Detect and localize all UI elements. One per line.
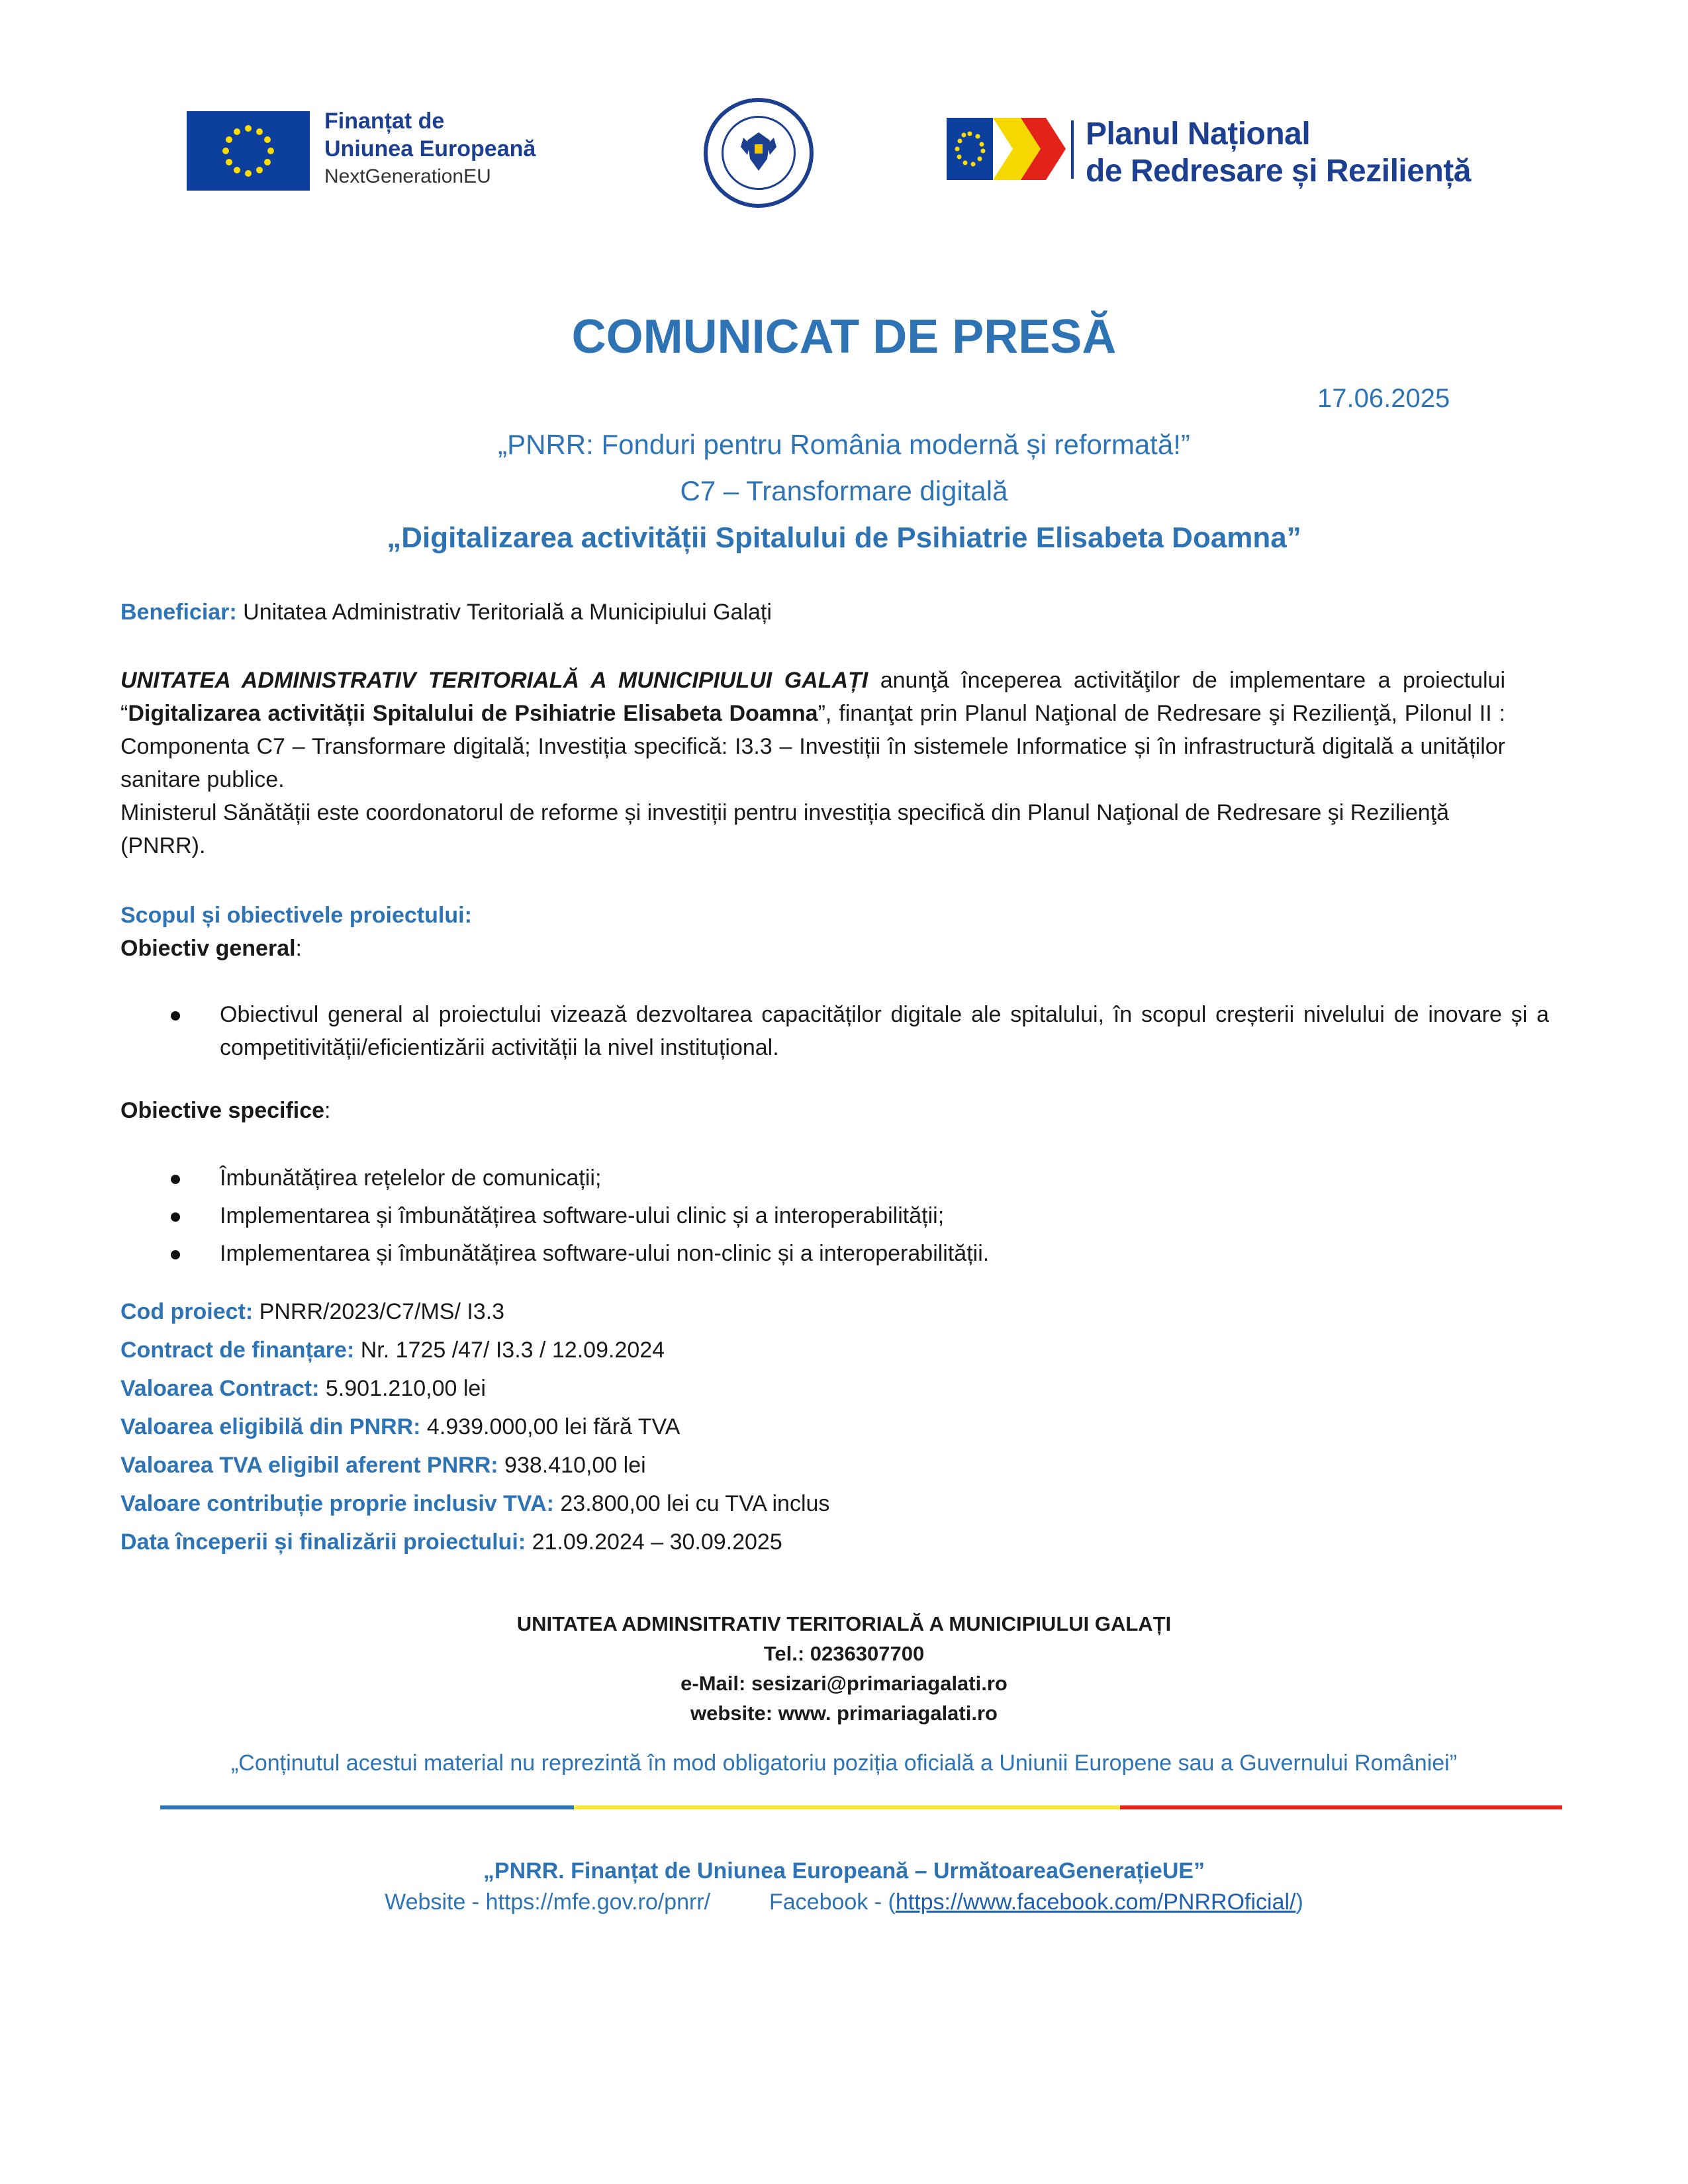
- info-label: Data începerii și finalizării proiectului:: [120, 1529, 526, 1555]
- info-value: PNRR/2023/C7/MS/ I3.3: [253, 1299, 505, 1324]
- eu-flag-logo: [187, 111, 310, 191]
- pnrr-logo-text: [1086, 116, 1471, 190]
- eu-stars-icon: [187, 111, 310, 191]
- stripe-blue: [160, 1805, 574, 1809]
- romanian-government-seal-inner: [722, 116, 796, 190]
- facebook-link[interactable]: https://www.facebook.com/PNRROficial/: [895, 1889, 1296, 1915]
- general-objective-text: Obiectivul general al proiectului vizează dezvoltarea capacităților digitale ale spitalului, în scopul creșterii nivelului de inovare și a competitivității/eficientizării activității la nivel instituțional.: [220, 1002, 1549, 1060]
- footer-links: [0, 1889, 1688, 1915]
- funding-contract-line: [120, 1337, 665, 1363]
- eu-logo-line3: NextGenerationEU: [324, 165, 491, 187]
- eu-disclaimer: „Conținutul acestui material nu reprezintă în mod obligatoriu poziția oficială a Uniunii Europene sau a Guvernului României”: [230, 1751, 1458, 1776]
- info-label: Valoarea TVA eligibil aferent PNRR:: [120, 1453, 498, 1478]
- general-objective-heading: [120, 932, 302, 965]
- specific-objective-text: Implementarea și îmbunătățirea software-ului non-clinic și a interoperabilității.: [220, 1241, 990, 1266]
- pnrr-logo-mark: [947, 113, 1079, 189]
- info-value: 23.800,00 lei cu TVA inclus: [553, 1491, 830, 1516]
- stripe-yellow: [574, 1805, 1120, 1809]
- ministry-paragraph: Ministerul Sănătății este coordonatorul de reforme și investiții pentru investiția specifică din Planul Naţional de Redresare şi Rezilienţă (PNRR).: [120, 800, 1450, 858]
- intro-project-name: Digitalizarea activității Spitalului de Psihiatrie Elisabeta Doamna: [128, 701, 818, 726]
- beneficiary-value: Unitatea Administrativ Teritorială a Municipiului Galați: [236, 600, 772, 625]
- info-value: 5.901.210,00 lei: [319, 1376, 486, 1401]
- contact-organization: UNITATEA ADMINSITRATIV TERITORIALĂ A MUNICIPIULUI GALAȚI: [516, 1612, 1172, 1635]
- intro-paragraph: [120, 664, 1505, 796]
- project-title: „Digitalizarea activității Spitalului de Psihiatrie Elisabeta Doamna”: [387, 522, 1301, 554]
- project-dates-line: [120, 1529, 782, 1555]
- info-label: Contract de finanțare:: [120, 1338, 355, 1363]
- intro-organization: UNITATEA ADMINISTRATIV TERITORIALĂ A MUNICIPIULUI GALAȚI: [120, 668, 868, 693]
- info-value: 4.939.000,00 lei fără TVA: [420, 1414, 680, 1439]
- info-label: Valoare contribuție proprie inclusiv TVA:: [120, 1491, 554, 1516]
- objectives-section-label: [120, 899, 472, 932]
- press-release-date: 17.06.2025: [1317, 384, 1450, 413]
- info-value: 938.410,00 lei: [498, 1453, 646, 1478]
- info-value: 21.09.2024 – 30.09.2025: [526, 1529, 782, 1555]
- specific-objectives-heading: [120, 1094, 331, 1127]
- component-title: C7 – Transformare digitală: [680, 475, 1008, 506]
- coat-of-arms-icon: [724, 118, 794, 188]
- own-contribution-line: [120, 1490, 829, 1517]
- specific-objective-text: Implementarea și îmbunătățirea software-ului clinic și a interoperabilității;: [220, 1203, 945, 1228]
- contact-website: website: www. primariagalati.ro: [690, 1702, 998, 1725]
- info-label: Cod proiect:: [120, 1299, 254, 1324]
- info-label: Valoarea eligibilă din PNRR:: [120, 1414, 421, 1439]
- contract-value-line: [120, 1375, 486, 1402]
- beneficiary-label: Beneficiar:: [120, 600, 237, 625]
- bullet-icon: [171, 1250, 180, 1259]
- bullet-icon: [171, 1011, 180, 1021]
- eu-logo-line2: Uniunea Europeană: [324, 136, 536, 161]
- pnrr-logo-line2: de Redresare și Reziliență: [1086, 154, 1471, 189]
- contact-email: e-Mail: sesizari@primariagalati.ro: [680, 1672, 1008, 1695]
- contact-phone: Tel.: 0236307700: [763, 1642, 925, 1665]
- bullet-icon: [171, 1212, 180, 1222]
- program-slogan: „PNRR: Fonduri pentru România modernă și reformată!”: [498, 429, 1190, 460]
- vat-value-line: [120, 1452, 646, 1479]
- facebook-prefix: Facebook - (: [769, 1889, 896, 1915]
- pnrr-flag-arrow-icon: [947, 113, 1079, 185]
- info-label: Valoarea Contract:: [120, 1376, 320, 1401]
- beneficiary-line: [120, 596, 772, 629]
- list-item: [165, 1237, 1549, 1270]
- list-item: [165, 1199, 1549, 1232]
- general-objective-label: Obiectiv general: [120, 936, 296, 961]
- intro-text-a: anunţă începerea activităţilor de implementare a proiectului “: [120, 668, 1505, 726]
- specific-objectives-colon: :: [324, 1098, 331, 1123]
- page-title: COMUNICAT DE PRESĂ: [571, 310, 1117, 363]
- pnrr-logo-line1: Planul Național: [1086, 116, 1311, 152]
- bullet-icon: [171, 1175, 180, 1184]
- specific-objectives-label: Obiective specifice: [120, 1098, 325, 1123]
- eu-funding-logo-text: [324, 107, 536, 191]
- specific-objective-text: Îmbunătățirea rețelelor de comunicații;: [220, 1165, 602, 1191]
- facebook-suffix: ): [1295, 1889, 1303, 1915]
- pnrr-slogan: „PNRR. Finanțat de Uniunea Europeană – UrmătoareaGenerațieUE”: [483, 1858, 1205, 1884]
- project-code-line: [120, 1298, 504, 1325]
- eu-logo-line1: Finanțat de: [324, 109, 445, 134]
- eligible-value-line: [120, 1414, 680, 1440]
- objectives-section-heading: Scopul și obiectivele proiectului:: [120, 903, 472, 928]
- stripe-red: [1120, 1805, 1562, 1809]
- info-value: Nr. 1725 /47/ I3.3 / 12.09.2024: [354, 1338, 665, 1363]
- website-link[interactable]: Website - https://mfe.gov.ro/pnrr/: [385, 1889, 711, 1915]
- list-item: [165, 998, 1549, 1064]
- intro-text-b: ”, finanţat prin Planul Naţional de Redresare şi Rezilienţă, Pilonul II : Componenta C7 – Transformare digitală; Investiția specifică: I3.3 – Investiții în sistemele Informatice și în infrastructură digitală a unităților sanitare publice.: [120, 701, 1505, 792]
- list-item: [165, 1161, 1549, 1195]
- general-objective-colon: :: [295, 936, 302, 961]
